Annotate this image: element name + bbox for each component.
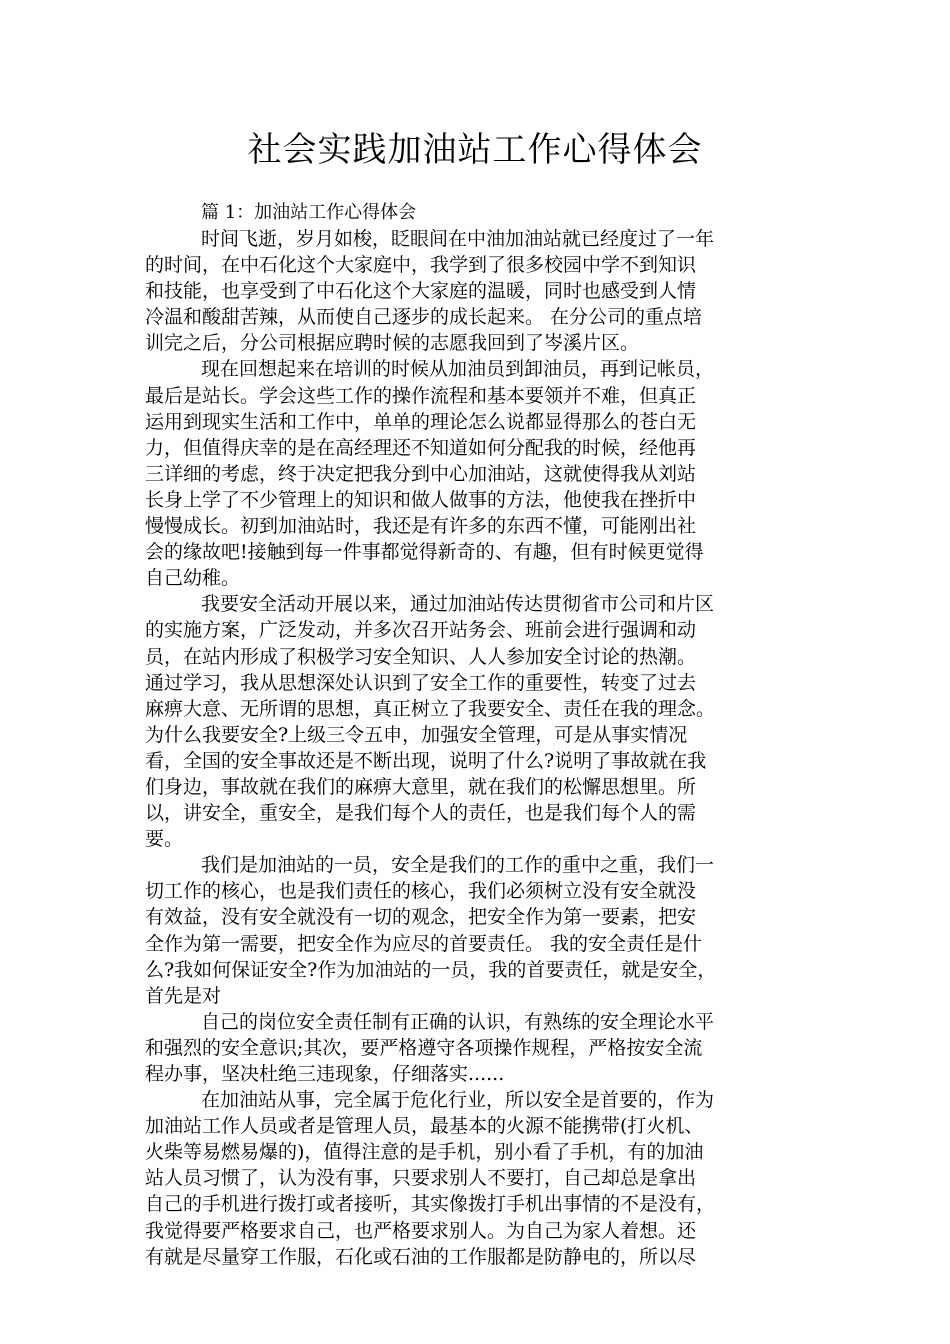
article-subtitle: 篇 1：加油站工作心得体会: [201, 202, 417, 223]
paragraph-line: 最后是站长。学会这些工作的操作流程和基本要领并不难，但真正: [145, 384, 697, 407]
paragraph-line: 员，在站内形成了积极学习安全知识、人人参加安全讨论的热潮。: [145, 645, 697, 668]
paragraph-line: 有效益，没有安全就没有一切的观念，把安全作为第一要素，把安: [145, 906, 697, 929]
paragraph-line: 火柴等易燃易爆的)，值得注意的是手机，别小看了手机，有的加油: [145, 1141, 704, 1164]
paragraph-line: 三详细的考虑，终于决定把我分到中心加油站，这就使得我从刘站: [145, 462, 697, 485]
paragraph-line: 时间飞逝，岁月如梭，眨眼间在中油加油站就已经度过了一年: [201, 228, 715, 250]
paragraph-line: 加油站工作人员或者是管理人员，最基本的火源不能携带(打火机、: [145, 1115, 704, 1138]
paragraph-line: 现在回想起来在培训的时候从加油员到卸油员，再到记帐员，: [201, 358, 715, 381]
paragraph-line: 训完之后，分公司根据应聘时候的志愿我回到了岑溪片区。: [145, 332, 640, 355]
paragraph-line: 以，讲安全，重安全，是我们每个人的责任，也是我们每个人的需: [145, 802, 697, 825]
paragraph-line: 麻痹大意、无所谓的思想，真正树立了我要安全、责任在我的理念。: [145, 697, 716, 720]
document-body: [145, 199, 815, 1270]
paragraph-line: 首先是对: [145, 984, 222, 1007]
paragraph-line: 站人员习惯了，认为没有事，只要求别人不要打，自己却总是拿出: [145, 1167, 697, 1190]
paragraph-line: 的实施方案，广泛发动，并多次召开站务会、班前会进行强调和动: [145, 619, 697, 642]
paragraph-line: 有就是尽量穿工作服，石化或石油的工作服都是防静电的，所以尽: [145, 1245, 697, 1268]
paragraph-line: 自己幼稚。: [145, 567, 241, 590]
paragraph-line: 要。: [145, 828, 184, 851]
paragraph-line: 慢慢成长。初到加油站时，我还是有许多的东西不懂，可能刚出社: [145, 515, 697, 538]
paragraph: [145, 356, 815, 591]
paragraph-line: 看，全国的安全事故还是不断出现，说明了什么?说明了事故就在我: [145, 749, 707, 772]
paragraph-line: 通过学习，我从思想深处认识到了安全工作的重要性，转变了过去: [145, 671, 697, 694]
paragraph-line: 力，但值得庆幸的是在高经理还不知道如何分配我的时候，经他再: [145, 436, 697, 459]
paragraph-list: [145, 226, 815, 1270]
paragraph-line: 为什么我要安全?上级三令五申，加强安全管理，可是从事实情况: [145, 723, 688, 746]
paragraph-line: 和技能，也享受到了中石化这个大家庭的温暖，同时也感受到人情: [145, 280, 697, 303]
document-title: 社会实践加油站工作心得体会: [247, 130, 703, 170]
paragraph-line: 冷温和酸甜苦辣，从而使自己逐步的成长起来。 在分公司的重点培: [145, 306, 703, 329]
paragraph-line: 我要安全活动开展以来，通过加油站传达贯彻省市公司和片区: [201, 593, 715, 616]
paragraph-line: 的时间，在中石化这个大家庭中，我学到了很多校园中学不到知识: [145, 254, 697, 277]
paragraph: [145, 1087, 815, 1270]
paragraph-line: 么?我如何保证安全?作为加油站的一员，我的首要责任，就是安全，: [145, 958, 717, 981]
paragraph-line: 自己的手机进行拨打或者接听，其实像拨打手机出事情的不是没有，: [145, 1193, 716, 1216]
paragraph-line: 程办事，坚决杜绝三违现象，仔细落实......: [145, 1063, 505, 1085]
paragraph-line: 在加油站从事，完全属于危化行业，所以安全是首要的，作为: [201, 1089, 715, 1112]
paragraph-line: 长身上学了不少管理上的知识和做人做事的方法，他使我在挫折中: [145, 488, 697, 511]
paragraph-line: 们身边，事故就在我们的麻痹大意里，就在我们的松懈思想里。所: [145, 775, 697, 798]
paragraph: [145, 852, 815, 1009]
paragraph-line: 全作为第一需要，把安全作为应尽的首要责任。 我的安全责任是什: [145, 932, 703, 955]
paragraph-line: 运用到现实生活和工作中，单单的理论怎么说都显得那么的苍白无: [145, 410, 697, 433]
paragraph: [145, 1009, 815, 1087]
paragraph-line: 我们是加油站的一员，安全是我们的工作的重中之重，我们一: [201, 854, 715, 877]
paragraph: [145, 591, 815, 852]
paragraph-line: 自己的岗位安全责任制有正确的认识，有熟练的安全理论水平: [201, 1010, 715, 1033]
paragraph-line: 切工作的核心，也是我们责任的核心，我们必须树立没有安全就没: [145, 880, 697, 903]
paragraph-line: 会的缘故吧!接触到每一件事都觉得新奇的、有趣，但有时候更觉得: [145, 541, 704, 564]
paragraph: [145, 226, 815, 356]
paragraph-line: 和强烈的安全意识;其次，要严格遵守各项操作规程，严格按安全流: [145, 1036, 703, 1059]
paragraph-line: 我觉得要严格要求自己，也严格要求别人。为自己为家人着想。还: [145, 1219, 697, 1242]
